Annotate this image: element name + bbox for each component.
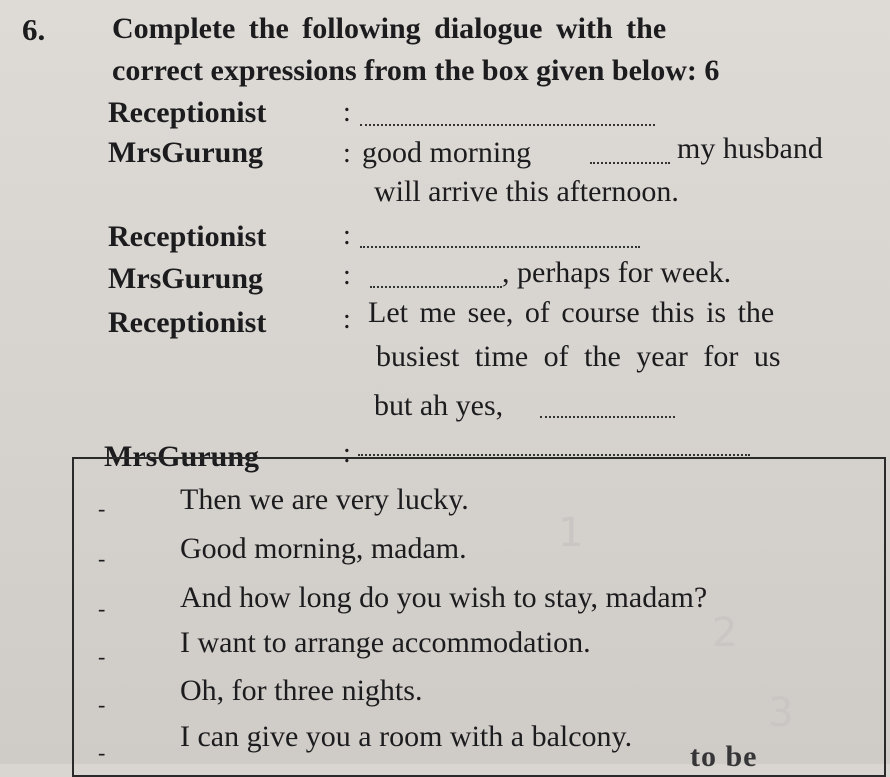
- instruction-line-2: correct expressions from the box given below: 6: [112, 54, 720, 87]
- dialogue-text-5-cont2: but ah yes,: [374, 389, 504, 422]
- option-bullet: -: [98, 740, 106, 765]
- answer-blank-2: [590, 138, 670, 168]
- dialogue-text-2a: good morning: [362, 136, 532, 169]
- speaker-mrsgurung-3: MrsGurung: [104, 440, 260, 473]
- answer-blank-6: [358, 430, 750, 460]
- dialogue-colon: :: [343, 97, 351, 128]
- dialogue-text-2-cont: will arrive this afternoon.: [374, 175, 679, 208]
- option-bullet: -: [98, 496, 106, 521]
- option-bullet: -: [98, 596, 106, 621]
- dialogue-colon: :: [343, 138, 351, 169]
- speaker-receptionist-2: Receptionist: [108, 220, 267, 253]
- option-item: I can give you a room with a balcony.: [180, 720, 633, 753]
- instruction-line-1: Complete the following dialogue with the: [112, 12, 667, 45]
- speaker-receptionist-3: Receptionist: [108, 306, 267, 339]
- option-bullet: -: [98, 692, 106, 717]
- question-number: 6.: [22, 12, 46, 47]
- speaker-mrsgurung-2: MrsGurung: [108, 262, 264, 295]
- pencil-mark: 3: [768, 690, 794, 736]
- dialogue-colon: :: [343, 220, 351, 251]
- option-item: Oh, for three nights.: [180, 674, 423, 707]
- dialogue-colon: :: [343, 304, 351, 335]
- pencil-mark: 1: [558, 510, 584, 556]
- option-bullet: -: [98, 546, 106, 571]
- pencil-mark: 2: [712, 610, 738, 656]
- option-bullet: -: [98, 644, 106, 669]
- cutoff-text: to be: [690, 740, 758, 773]
- dialogue-text-4: , perhaps for week.: [502, 256, 732, 289]
- dialogue-colon: :: [343, 438, 351, 469]
- option-item: Then we are very lucky.: [180, 483, 469, 516]
- option-item: Good morning, madam.: [180, 532, 467, 565]
- dialogue-text-2b: my husband: [677, 132, 823, 165]
- dialogue-colon: :: [343, 260, 351, 291]
- option-item: I want to arrange accommodation.: [180, 626, 591, 659]
- speaker-receptionist-1: Receptionist: [108, 96, 267, 129]
- speaker-mrsgurung-1: MrsGurung: [108, 136, 264, 169]
- answer-blank-5: [540, 392, 675, 422]
- answer-blank-3: [360, 222, 640, 252]
- option-item: And how long do you wish to stay, madam?: [180, 581, 708, 614]
- dialogue-text-5: Let me see, of course this is the: [368, 296, 775, 329]
- answer-blank-1: [360, 100, 655, 130]
- answer-blank-4: [370, 262, 502, 292]
- dialogue-text-5-cont1: busiest time of the year for us: [376, 340, 781, 373]
